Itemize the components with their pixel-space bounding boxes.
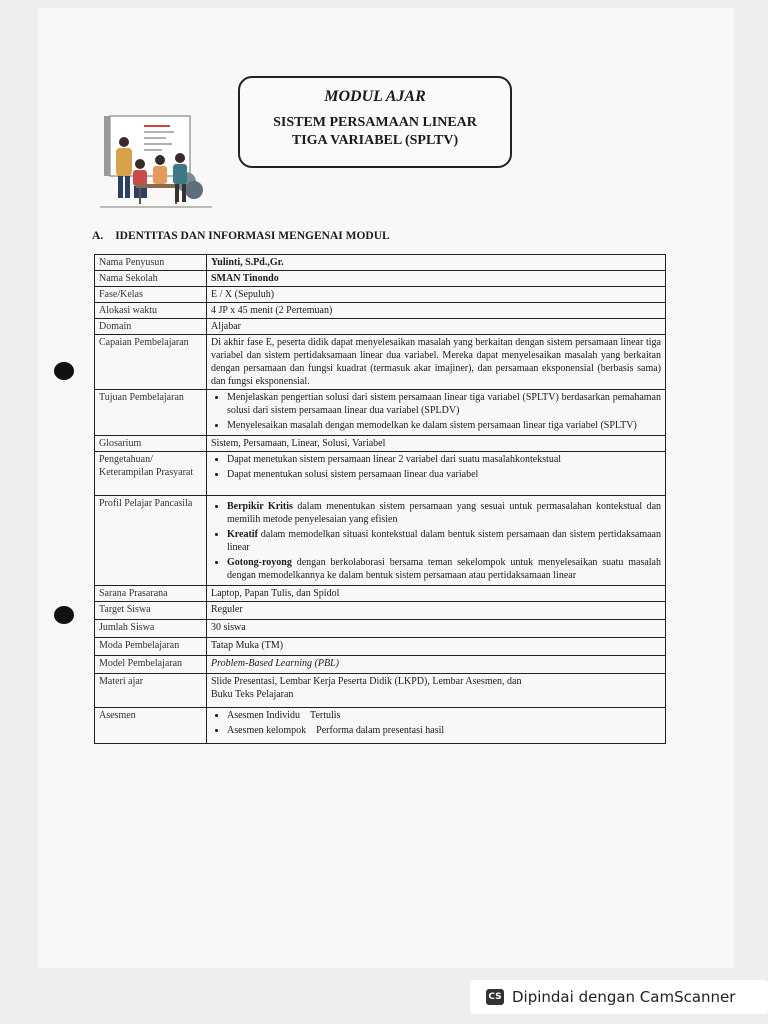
table-row: Sarana Prasarana Laptop, Papan Tulis, dan Spidol <box>95 586 666 602</box>
camscanner-icon: CS <box>486 989 504 1005</box>
list-item: • Gotong-royong dengan berkolaborasi bersama teman sekelompok untuk menyelesaikan suatu masalah dengan memodelkannya ke dalam bentuk sistem persamaan atau pertidaksamaan linear <box>227 556 661 582</box>
table-row: Model Pembelajaran Problem-Based Learning (PBL) <box>95 656 666 674</box>
table-row: Nama Penyusun Yulinti, S.Pd.,Gr. <box>95 255 666 271</box>
table-row: Capaian Pembelajaran Di akhir fase E, peserta didik dapat menyelesaikan masalah yang berkaitan dengan sistem persamaan linear tiga variabel dan sistem pertidaksamaan linear dua variabel. Mereka dapat menyelesaikan masalah yang berkaitan dengan persamaan dan fungsi kuadrat (termasuk akar imajiner), dan persamaan eksponensial (berbasis sama) dan fungsi eksponensial. <box>95 335 666 390</box>
classroom-illustration <box>100 112 212 212</box>
table-row: Target Siswa Reguler <box>95 602 666 620</box>
table-row: Fase/Kelas E / X (Sepuluh) <box>95 287 666 303</box>
list-item: • Dapat menetukan sistem persamaan linear 2 variabel dari suatu masalahkontekstual <box>227 453 661 466</box>
table-row: Profil Pelajar Pancasila • Berpikir Kritis dalam menentukan sistem persamaan yang sesuai untuk permasalahan kontekstual dan memilih metode penyelesaian yang efisien • Kreatif dalam memodelkan situasi kontekstual dalam bentuk sistem persamaan dan sistem pertidaksamaan linear • Gotong-royong dengan berkolaborasi bersama teman sekelompok untuk menyelesaikan suatu masalah dengan memodelkannya ke dalam bentuk sistem persamaan atau pertidaksamaan linear <box>95 496 666 586</box>
list-item: • Kreatif dalam memodelkan situasi kontekstual dalam bentuk sistem persamaan dan sistem pertidaksamaan linear <box>227 528 661 554</box>
list-item: • Asesmen Individu Tertulis <box>227 709 661 722</box>
prasyarat-list <box>211 453 661 481</box>
asesmen-list <box>211 709 661 737</box>
table-row: Tujuan Pembelajaran • Menjelaskan pengertian solusi dari sistem persamaan linear tiga variabel (SPLTV) berdasarkan pemahaman solusi dari sistem persamaan linear dua variabel (SPLDV) • Menyelesaikan masalah dengan memodelkan ke dalam sistem persamaan linear tiga variabel (SPLTV) <box>95 390 666 436</box>
camscanner-watermark <box>470 980 768 1014</box>
capaian-text: Di akhir fase E, peserta didik dapat menyelesaikan masalah yang berkaitan dengan sistem persamaan linear tiga variabel dan sistem pertidaksamaan linear dua variabel. Mereka dapat menyelesaikan masalah yang berkaitan dengan persamaan dan fungsi kuadrat (termasuk akar imajiner), dan persamaan eksponensial (berbasis sama) dan fungsi eksponensial. <box>207 335 666 390</box>
table-row: Domain Aljabar <box>95 319 666 335</box>
module-identity-table <box>94 254 666 744</box>
punch-hole <box>54 606 74 624</box>
document-subtitle: SISTEM PERSAMAAN LINEAR TIGA VARIABEL (SPLTV) <box>273 115 477 148</box>
list-item: • Berpikir Kritis dalam menentukan sistem persamaan yang sesuai untuk permasalahan kontekstual dan memilih metode penyelesaian yang efisien <box>227 500 661 526</box>
punch-hole <box>54 362 74 380</box>
table-row: Jumlah Siswa 30 siswa <box>95 620 666 638</box>
section-heading: A. IDENTITAS DAN INFORMASI MENGENAI MODUL <box>92 230 390 242</box>
table-row: Pengetahuan/ Keterampilan Prasyarat • Dapat menetukan sistem persamaan linear 2 variabel dari suatu masalahkontekstual • Dapat menentukan solusi sistem persamaan linear dua variabel <box>95 452 666 496</box>
school-value: SMAN Tinondo <box>207 271 666 287</box>
list-item: • Menjelaskan pengertian solusi dari sistem persamaan linear tiga variabel (SPLTV) berdasarkan pemahaman solusi dari sistem persamaan linear dua variabel (SPLDV) <box>227 391 661 417</box>
table-row: Materi ajar Slide Presentasi, Lembar Kerja Peserta Didik (LKPD), Lembar Asesmen, dan Buku Teks Pelajaran <box>95 674 666 708</box>
tujuan-list <box>211 391 661 432</box>
author-value: Yulinti, S.Pd.,Gr. <box>207 255 666 271</box>
list-item: • Dapat menentukan solusi sistem persamaan linear dua variabel <box>227 468 661 481</box>
table-row: Glosarium Sistem, Persamaan, Linear, Solusi, Variabel <box>95 436 666 452</box>
table-row: Moda Pembelajaran Tatap Muka (TM) <box>95 638 666 656</box>
title-box <box>238 76 512 168</box>
list-item: • Asesmen kelompok Performa dalam presentasi hasil <box>227 724 661 737</box>
profil-list <box>211 500 661 582</box>
list-item: • Menyelesaikan masalah dengan memodelkan ke dalam sistem persamaan linear tiga variabel (SPLTV) <box>227 419 661 432</box>
camscanner-text: Dipindai dengan CamScanner <box>512 988 736 1006</box>
document-title: MODUL AJAR <box>324 88 426 105</box>
table-row: Alokasi waktu 4 JP x 45 menit (2 Pertemuan) <box>95 303 666 319</box>
table-row: Nama Sekolah SMAN Tinondo <box>95 271 666 287</box>
table-row: Asesmen • Asesmen Individu Tertulis • Asesmen kelompok Performa dalam presentasi hasil <box>95 708 666 744</box>
